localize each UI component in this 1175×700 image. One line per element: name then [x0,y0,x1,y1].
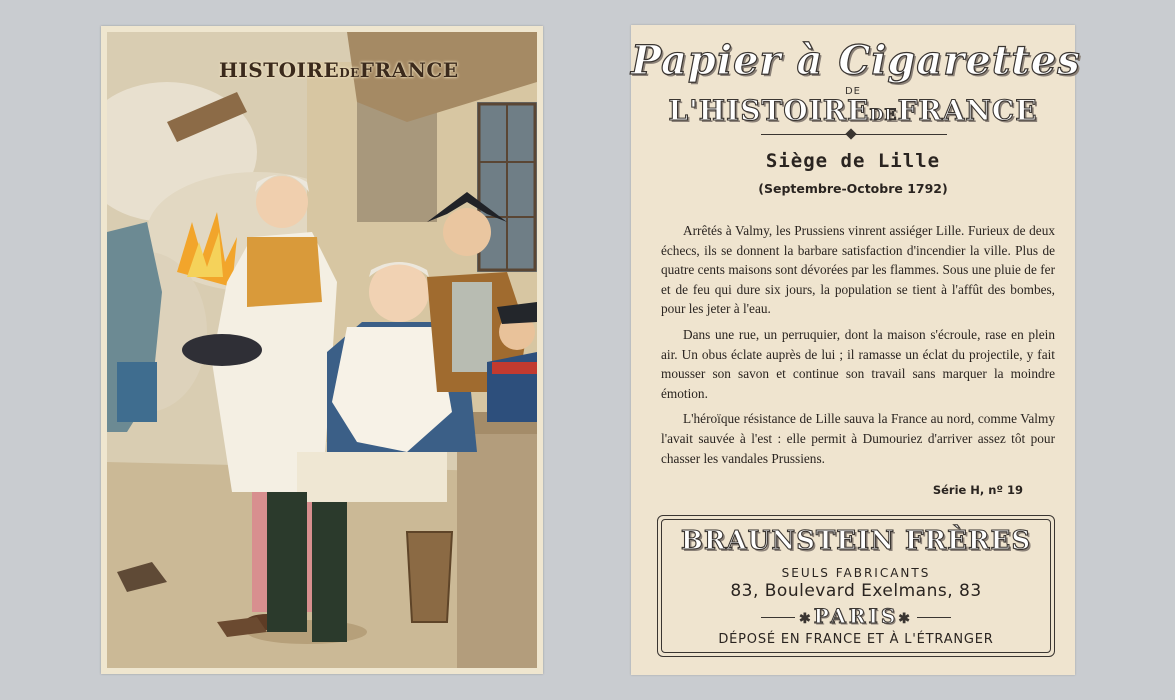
manufacturer-subtitle: SEULS FABRICANTS [781,566,931,580]
subject-dates: (Septembre-Octobre 1792) [758,181,948,196]
header-de: DE [844,86,862,97]
manufacturer-frame [657,515,1055,657]
star-icon: ✱ [799,611,814,627]
header-word-france: FRANCE [897,94,1038,127]
story-paragraph: Dans une rue, un perruquier, dont la maison s'écroule, rase en plein air. Un obus éclate auprès de lui ; il ramasse un éclat du projectile, y fait mousser son savon et continue son travail sans marquer la moindre émotion. [661,326,1055,401]
title-word-de: DE [339,66,360,80]
title-word-france: FRANCE [359,58,459,82]
city-right-dash [917,617,951,618]
card-illustration [107,32,537,668]
subject-title: Siège de Lille [765,150,941,172]
star-icon: ✱ [898,611,913,627]
ornamental-rule [761,134,947,135]
header-histoire-de-france [631,95,1075,131]
registration-notice: DÉPOSÉ EN FRANCE ET À L'ÉTRANGER [718,632,994,647]
city-left-dash [761,617,795,618]
header-papier-cigarettes: Papier à Cigarettes [631,37,1081,84]
header-word-histoire: L'HISTOIRE [668,94,870,127]
story-text [661,221,1055,474]
front-card [101,26,543,674]
back-card [631,25,1081,675]
story-paragraph: L'héroïque résistance de Lille sauva la France au nord, comme Valmy l'avait sauvée à l'est : elle permit à Dumouriez d'arriver assez tôt pour chasser les vandales Prussiens. [661,411,1055,466]
manufacturer-name: BRAUNSTEIN FRÈRES [680,526,1032,556]
city-label: PARIS [813,604,899,628]
header-word-de: DE [869,105,898,124]
front-title [219,58,459,82]
series-number: Série H, nº 19 [932,483,1023,497]
manufacturer-address: 83, Boulevard Exelmans, 83 [730,581,982,601]
barber-scene-illustration [107,32,537,668]
manufacturer-city [658,604,1054,628]
title-word-histoire: HISTOIRE [219,58,340,82]
story-paragraph: Arrêtés à Valmy, les Prussiens vinrent assiéger Lille. Furieux de deux échecs, ils se donnent la barbare satisfaction d'incendier la ville. Plus de quatre cents maisons sont dévorées par les flammes. Sous une pluie de fer et de feu qui dure six jours, la population se tient à l'affût des bombes, pour les jeter à l'eau. [661,223,1055,317]
